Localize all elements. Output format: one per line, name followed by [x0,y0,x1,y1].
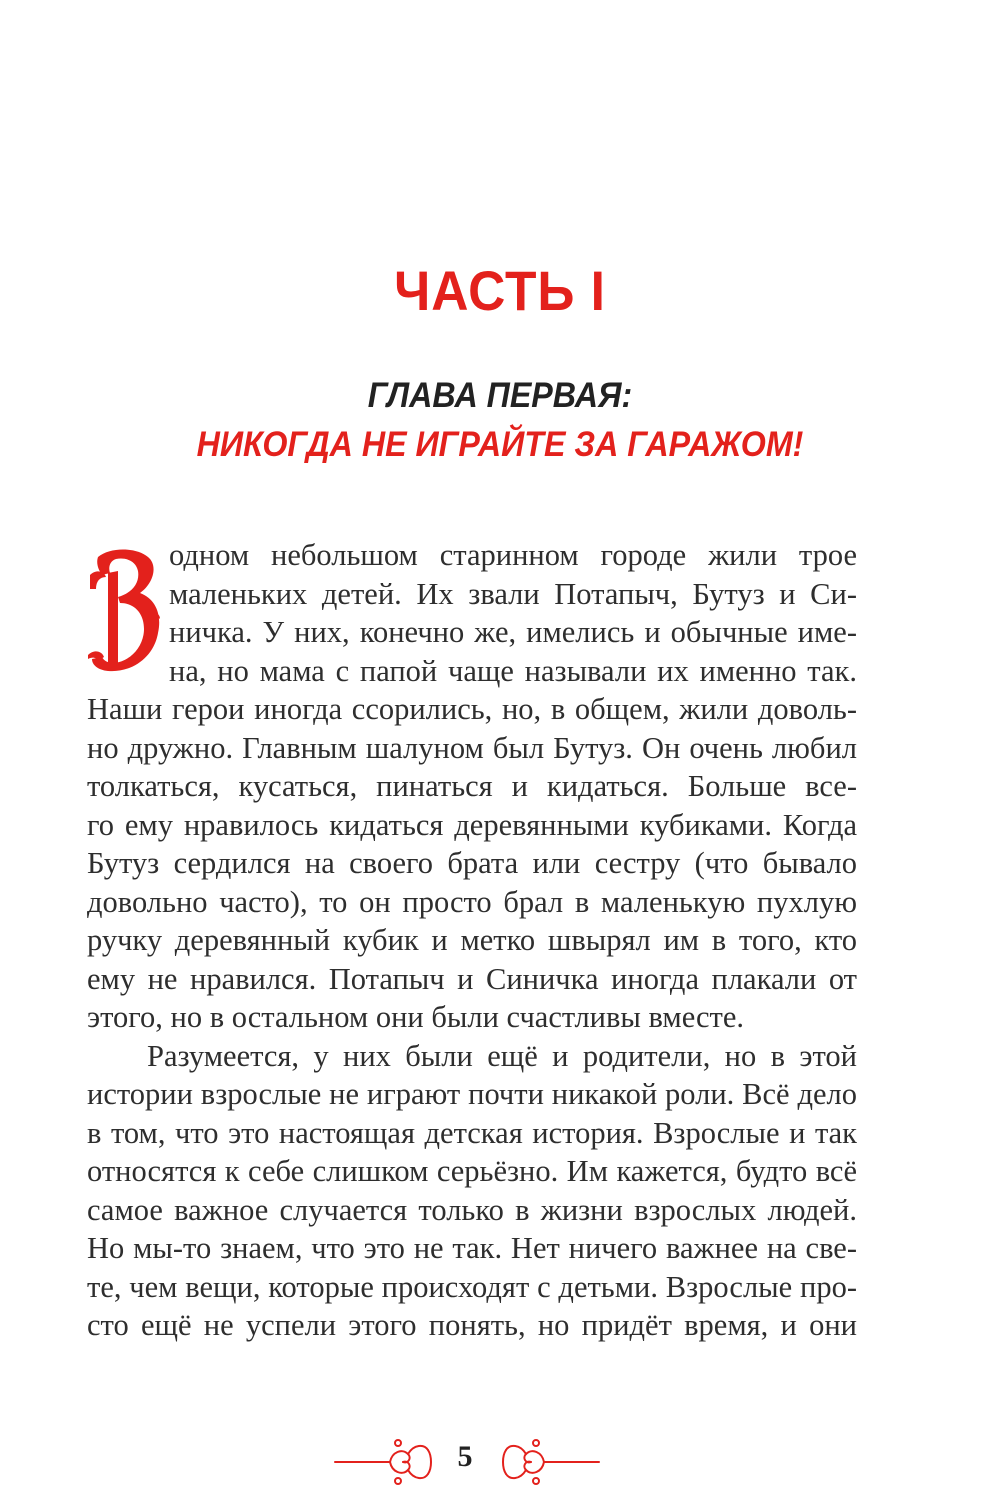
text-line: этого, но в остальном они были счастливы вместе. [87,1000,745,1034]
text-line: истории взрослые не играют почти никакой роли. Всё дело [87,1077,857,1111]
chapter-label: ГЛАВА ПЕРВАЯ: [367,376,633,415]
text-line: ничка. У них, конечно же, имелись и обычные име- [169,615,857,649]
text-line: го ему нравилось кидаться деревянными кубиками. Когда [87,807,857,842]
text-line: Наши герои иногда ссорились, но, в общем, жили доволь- [87,692,857,726]
text-line: на, но мама с папой чаще называли их именно так. [169,653,857,688]
part-title: ЧАСТЬ I [394,259,606,322]
text-line: в том, что это настоящая детская история. Взрослые и так [87,1115,857,1150]
text-line: ему не нравился. Потапыч и Синичка иногда плакали от [87,961,857,996]
text-line: довольно часто), то он просто брал в маленькую пухлую [87,884,857,919]
text-line: толкаться, кусаться, пинаться и кидаться. Больше все- [87,769,857,803]
chapter-title: НИКОГДА НЕ ИГРАЙТЕ ЗА ГАРАЖОМ! [196,425,804,464]
text-line: Бутуз сердился на своего брата или сестру (что бывало [87,846,857,880]
svg-text:В: В [88,545,89,546]
text-line: но дружно. Главным шалуном был Бутуз. Он очень любил [87,730,857,765]
page-number: 5 [457,1440,473,1473]
footer-ornament [0,1426,1000,1486]
body-text [87,536,857,1345]
text-line: Но мы-то знаем, что это не так. Нет ничего важнее на све- [87,1231,857,1265]
text-line: маленьких детей. Их звали Потапыч, Бутуз и Си- [169,576,857,611]
text-line: сто ещё не успели этого понять, но придёт время, и они [87,1308,857,1342]
text-line: самое важное случается только в жизни взрослых людей. [87,1192,857,1227]
text-line: относятся к себе слишком серьёзно. Им кажется, будто всё [87,1154,857,1188]
text-line: те, чем вещи, которые происходят с детьми. Взрослые про- [87,1269,857,1304]
text-line: одном небольшом старинном городе жили трое [169,538,857,572]
text-line: Разумеется, у них были ещё и родители, но в этой [147,1038,857,1073]
text-line: ручку деревянный кубик и метко швырял им в того, кто [87,923,857,957]
